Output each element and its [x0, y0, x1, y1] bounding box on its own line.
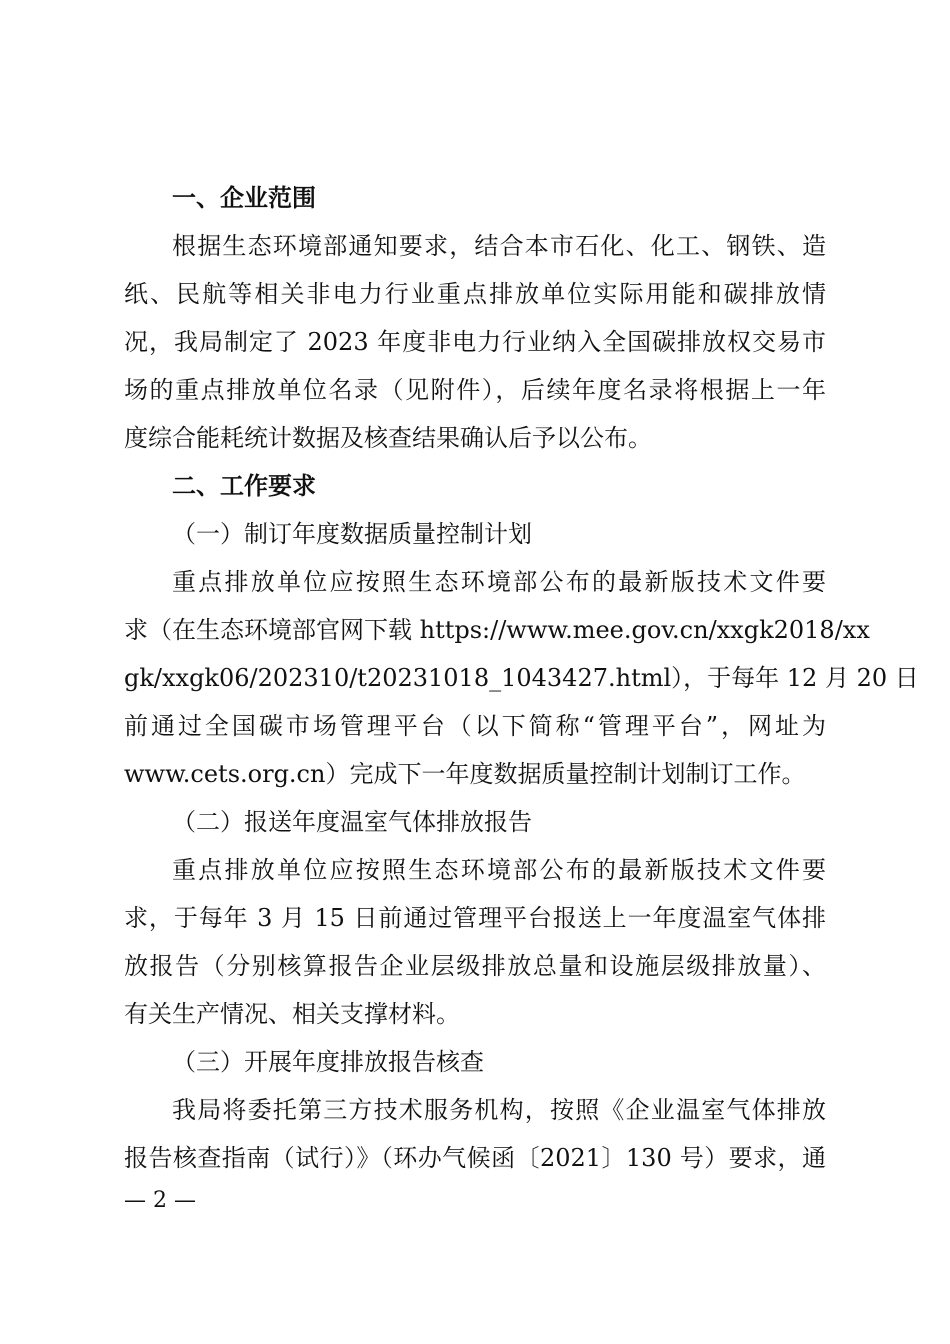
paragraph-line: 求（在生态环境部官网下载 https://www.mee.gov.cn/xxgk2018/xx — [124, 616, 870, 644]
paragraph-line: 况，我局制定了 2023 年度非电力行业纳入全国碳排放权交易市 — [124, 328, 826, 356]
paragraph-line: 重点排放单位应按照生态环境部公布的最新版技术文件要 — [172, 856, 826, 884]
paragraph-line: 纸、民航等相关非电力行业重点排放单位实际用能和碳排放情 — [124, 280, 826, 308]
paragraph-line: 报告核查指南（试行）》（环办气候函〔2021〕130 号）要求，通 — [124, 1144, 826, 1172]
section-heading-2: 二、工作要求 — [172, 472, 316, 500]
subsection-heading-3: （三）开展年度排放报告核查 — [172, 1048, 484, 1076]
paragraph-line: 场的重点排放单位名录（见附件），后续年度名录将根据上一年 — [124, 376, 826, 404]
paragraph-line: 有关生产情况、相关支撑材料。 — [124, 1000, 460, 1028]
paragraph-line: 放报告（分别核算报告企业层级排放总量和设施层级排放量）、 — [124, 952, 826, 980]
page-number: — 2 — — [124, 1188, 196, 1213]
paragraph-line: 求，于每年 3 月 15 日前通过管理平台报送上一年度温室气体排 — [124, 904, 826, 932]
subsection-heading-1: （一）制订年度数据质量控制计划 — [172, 520, 532, 548]
paragraph-line: 根据生态环境部通知要求，结合本市石化、化工、钢铁、造 — [172, 232, 826, 260]
paragraph-line: 度综合能耗统计数据及核查结果确认后予以公布。 — [124, 424, 652, 452]
paragraph-line: 前通过全国碳市场管理平台（以下简称“管理平台”，网址为 — [124, 712, 826, 740]
subsection-heading-2: （二）报送年度温室气体排放报告 — [172, 808, 532, 836]
paragraph-line: gk/xxgk06/202310/t20231018_1043427.html），于每年 12 月 20 日 — [124, 664, 919, 692]
paragraph-line: 重点排放单位应按照生态环境部公布的最新版技术文件要 — [172, 568, 826, 596]
paragraph-line: 我局将委托第三方技术服务机构，按照《企业温室气体排放 — [172, 1096, 826, 1124]
section-heading-1: 一、企业范围 — [172, 184, 316, 212]
paragraph-line: www.cets.org.cn）完成下一年度数据质量控制计划制订工作。 — [124, 760, 806, 788]
